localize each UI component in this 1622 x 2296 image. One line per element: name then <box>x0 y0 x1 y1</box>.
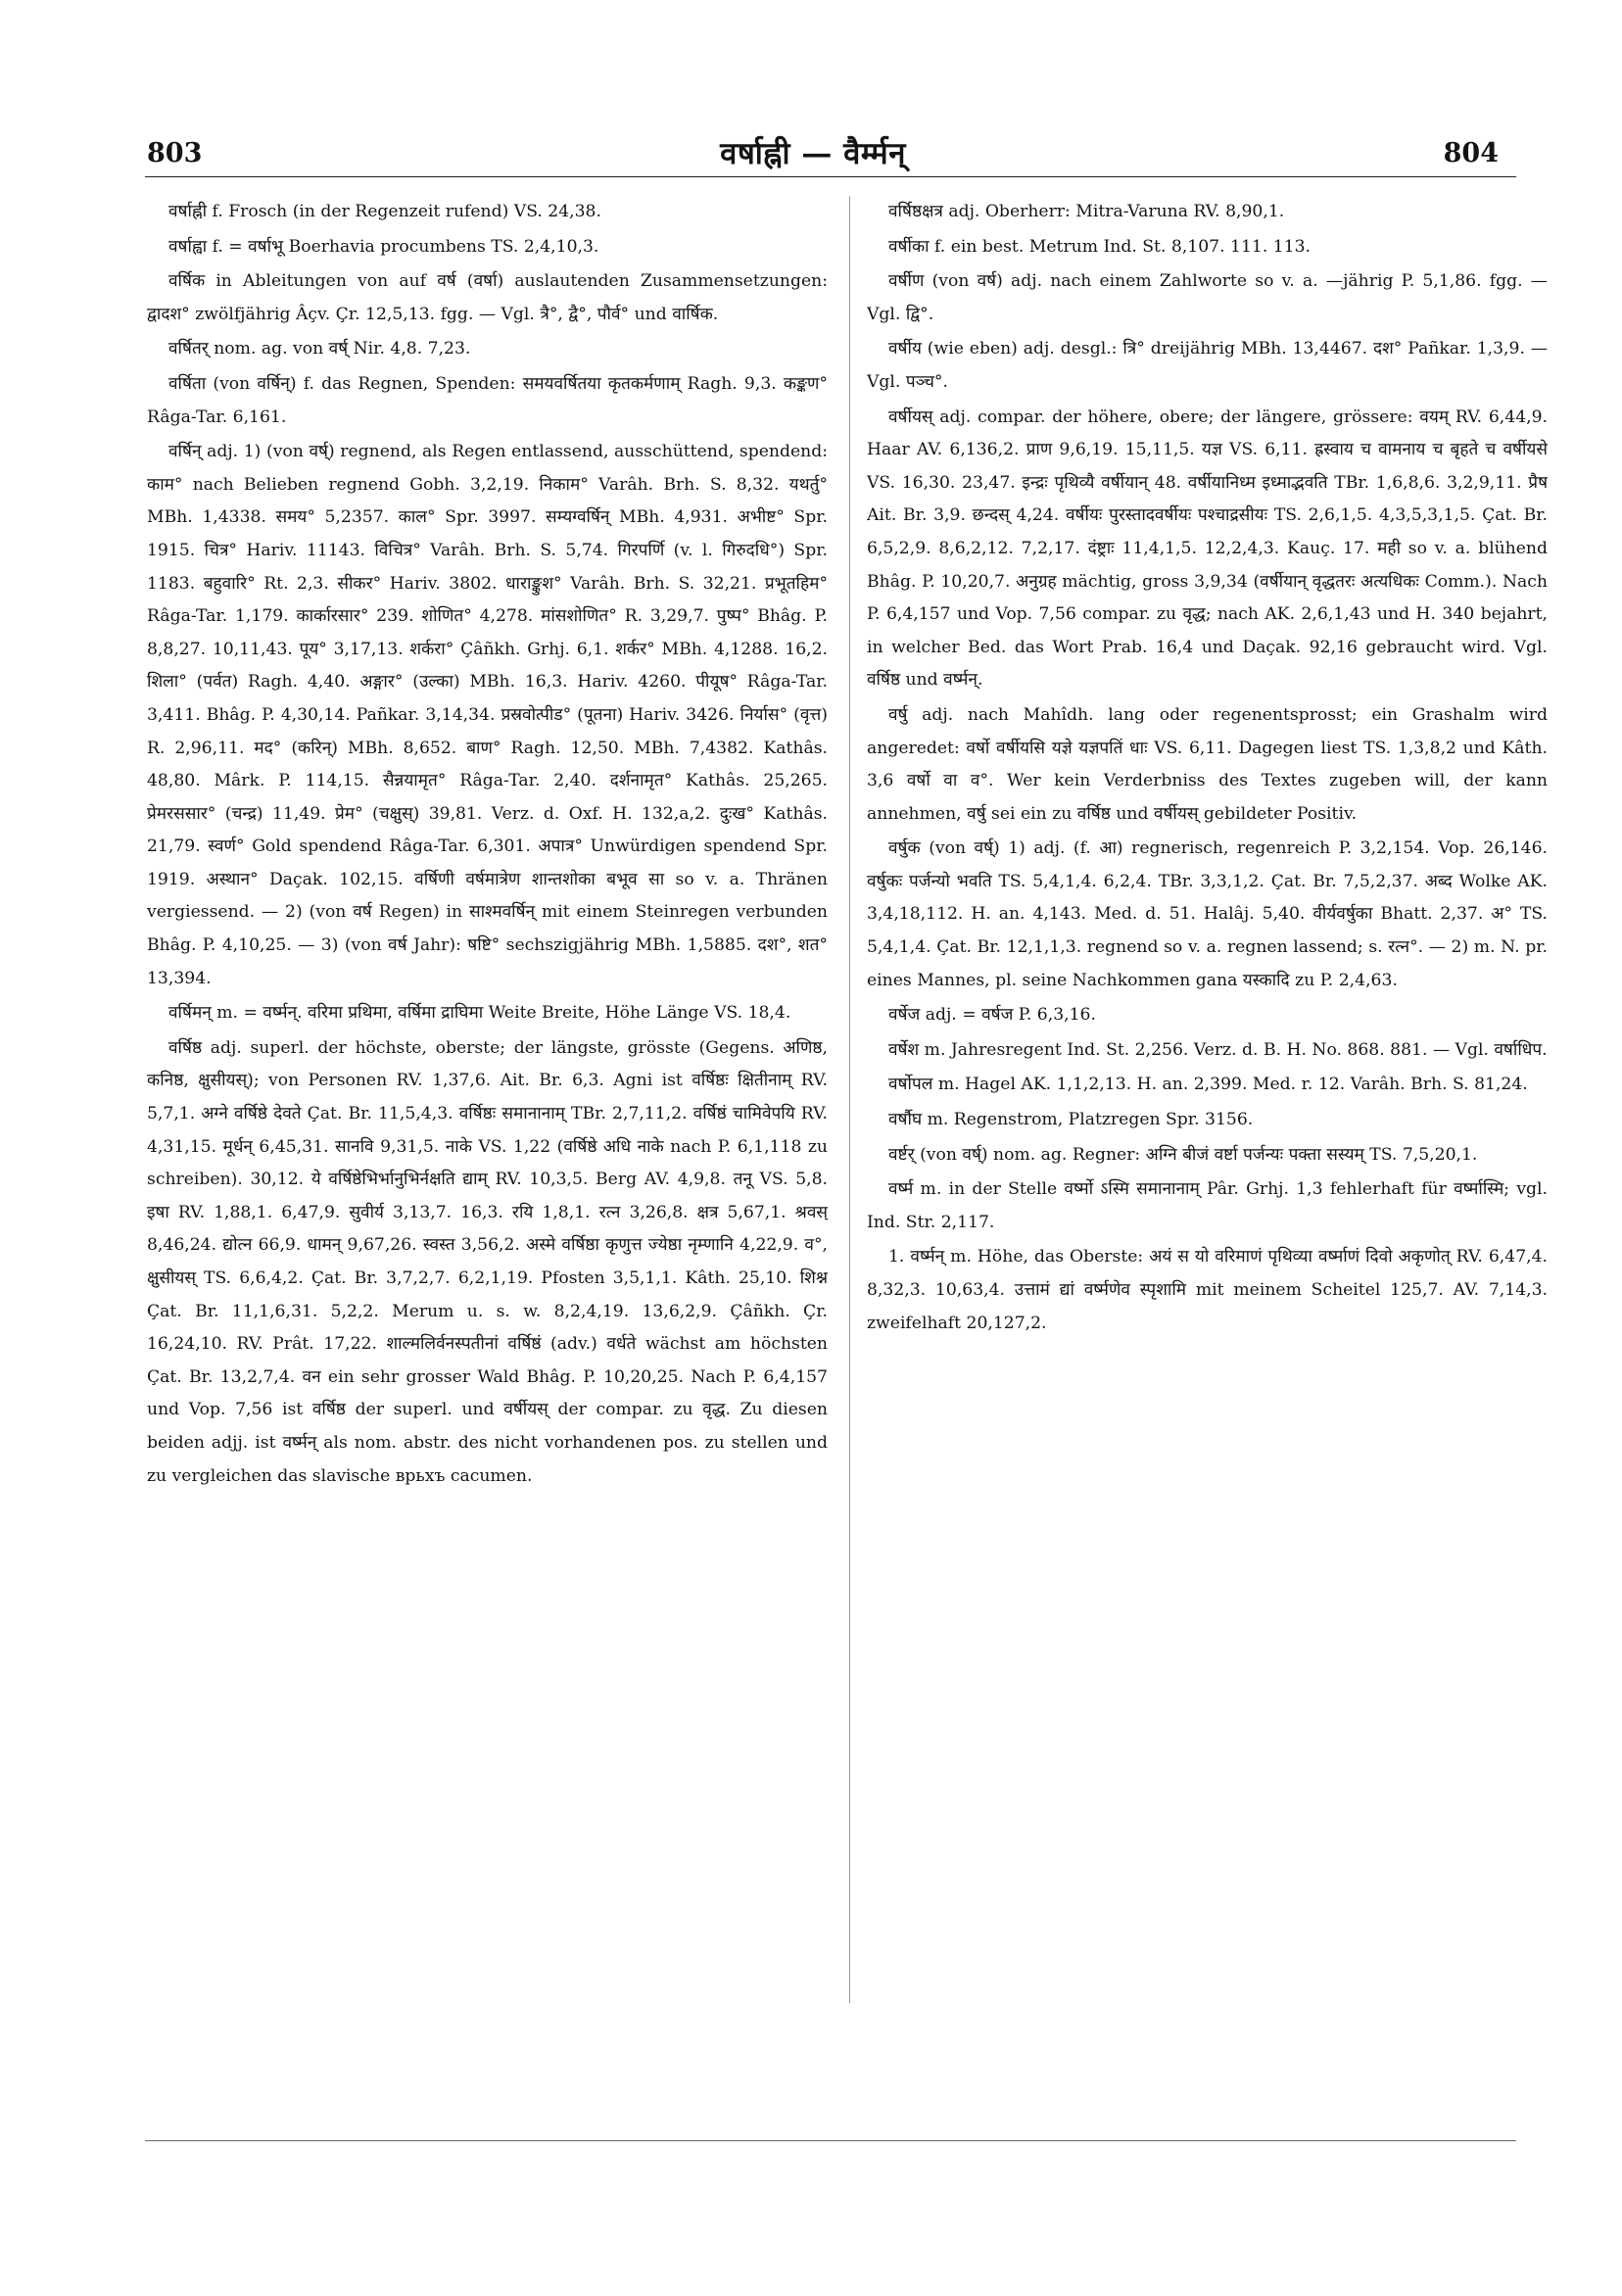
dictionary-entry: वर्षितर् nom. ag. von वर्ष् Nir. 4,8. 7,23. <box>168 339 471 359</box>
dictionary-entry: वर्षेश m. Jahresregent Ind. St. 2,256. Verz. d. B. H. No. 868. 881. — Vgl. वर्षाधिप. <box>888 1039 1548 1060</box>
dictionary-entry: वर्षीयस् adj. compar. der höhere, obere; der längere, grössere: वयम् RV. 6,44,9. Haar AV. 6,136,2. प्राण 9,6,19. 15,11,5. यज्ञ VS. 6,11. ह्रस्वाय च वामनाय च बृहते च वर्षीयसे VS. 16,30. 23,47. इन्द्रः पृथिव्यै वर्षीयान् 48. वर्षीयानिध्म इध्माद्भवति TBr. 1,6,8,6. 3,2,9,11. प्रैष Ait. Br. 3,9. छन्दस् 4,24. वर्षीयः पुरस्तादवर्षीयः पश्चाद्रसीयः TS. 2,6,1,5. 4,3,5,3,1,5. Çat. Br. 6,5,2,9. 8,6,2,12. 7,2,17. दंष्ट्राः 11,4,1,5. 12,2,4,3. Kauç. 17. मही so v. a. blühend Bhâg. P. 10,20,7. अनुग्रह mächtig, gross 3,9,34 (वर्षीयान् वृद्धतरः अत्यधिकः Comm.). Nach P. 6,4,157 und Vop. 7,56 compar. zu वृद्ध; nach AK. 2,6,1,43 und H. 340 bejahrt, in welcher Bed. das Wort Prab. 16,4 und Daçak. 92,16 gebraucht wird. Vgl. वर्षिष्ठ und वर्ष्मन्. <box>867 407 1548 691</box>
dictionary-entry: वर्षुक (von वर्ष्) 1) adj. (f. आ) regnerisch, regenreich P. 3,2,154. Vop. 26,146. वर्षुकः पर्जन्यो भवति TS. 5,4,1,4. 6,2,4. TBr. 3,3,1,2. Çat. Br. 7,5,2,37. अब्द Wolke AK. 3,4,18,112. H. an. 4,143. Med. d. 51. Halâj. 5,40. वीर्यवर्षुका Bhatt. 2,37. अ° TS. 5,4,1,4. Çat. Br. 12,1,1,3. regnend so v. a. regnen lassend; s. रत्न°. — 2) m. N. pr. eines Mannes, pl. seine Nachkommen gana यस्कादि zu P. 2,4,63. <box>867 838 1548 990</box>
dictionary-entry: वर्षेज adj. = वर्षज P. 6,3,16. <box>888 1005 1096 1026</box>
dictionary-entry: वर्षीका f. ein best. Metrum Ind. St. 8,107. 111. 113. <box>888 236 1312 257</box>
dictionary-entry: वर्षिन् adj. 1) (von वर्ष्) regnend, als Regen entlassend, ausschüttend, spendend: काम° nach Belieben regnend Gobh. 3,2,19. निकाम° Varâh. Brh. S. 8,32. यथर्तु° MBh. 1,4338. समय° 5,2357. काल° Spr. 3997. सम्यग्वर्षिन् MBh. 4,931. अभीष्ट° Spr. 1915. चित्र° Hariv. 11143. विचित्र° Varâh. Brh. S. 5,74. गिरपर्णि (v. l. गिरुदधि°) Spr. 1183. बहुवारि° Rt. 2,3. सीकर° Hariv. 3802. धाराङ्कुश° Varâh. Brh. S. 32,21. प्रभूतहिम° Râga-Tar. 1,179. कार्कारसार° 239. शोणित° 4,278. मांसशोणित° R. 3,29,7. पुष्प° Bhâg. P. 8,8,27. 10,11,43. पूय° 3,17,13. शर्करा° Çâñkh. Grhj. 6,1. शर्कर° MBh. 4,1288. 16,2. शिला° (पर्वत) Ragh. 4,40. अङ्गार° (उल्का) MBh. 16,3. Hariv. 4260. पीयूष° Râga-Tar. 3,411. Bhâg. P. 4,30,14. Pañkar. 3,14,34. प्रस्रवोत्पीड° (पूतना) Hariv. 3426. निर्यास° (वृत्त) R. 2,96,11. मद° (करिन्) MBh. 8,652. बाण° Ragh. 12,50. MBh. 7,4382. Kathâs. 48,80. Mârk. P. 114,15. सैन्नयामृत° Râga-Tar. 2,40. दर्शनामृत° Kathâs. 25,265. प्रेमरससार° (चन्द्र) 11,49. प्रेम° (चक्षुस्) 39,81. Verz. d. Oxf. H. 132,a,2. दुःख° Kathâs. 21,79. स्वर्ण° Gold spendend Râga-Tar. 6,301. अपात्र° Unwürdigen spendend Spr. 1919. अस्थान° Daçak. 102,15. वर्षिणी वर्षमात्रेण शान्तशोका बभूव सा so v. a. Thränen vergiessend. — 2) (von वर्ष Regen) in साश्मवर्षिन् mit einem Steinregen verbunden Bhâg. P. 4,10,25. — 3) (von वर्ष Jahr): षष्टि° sechszigjährig MBh. 1,5885. दश°, शत° 13,394. <box>147 442 828 988</box>
column-divider <box>849 196 850 2003</box>
dictionary-entry: वर्ष्टर् (von वर्ष्) nom. ag. Regner: अग्नि बीजं वर्ष्टा पर्जन्यः पक्ता सस्यम् TS. 7,5,20,1. <box>888 1144 1478 1165</box>
dictionary-entry: वर्षीय (wie eben) adj. desgl.: त्रि° dreijährig MBh. 13,4467. दश° Pañkar. 1,3,9. — Vgl. पञ्च°. <box>867 339 1548 392</box>
left-page-number: 803 <box>147 138 203 168</box>
dictionary-entry: वर्षिष्ठ adj. superl. der höchste, oberste; der längste, grösste (Gegens. अणिष्ठ, कनिष्ठ, क्षुसीयस्); von Personen RV. 1,37,6. Ait. Br. 6,3. Agni ist वर्षिष्ठः क्षितीनाम् RV. 5,7,1. अग्ने वर्षिष्ठे देवते Çat. Br. 11,5,4,3. वर्षिष्ठः समानानाम् TBr. 2,7,11,2. वर्षिष्ठं चामिवेपयि RV. 4,31,15. मूर्धन् 6,45,31. सानवि 9,31,5. नाके VS. 1,22 (वर्षिष्ठे अधि नाके nach P. 6,1,118 zu schreiben). 30,12. ये वर्षिष्ठेभिर्भानुभिर्नक्षति द्याम् RV. 10,3,5. Berg AV. 4,9,8. तनू VS. 5,8. इषा RV. 1,88,1. 6,47,9. सुवीर्य 3,13,7. 16,3. रयि 1,8,1. रत्न 3,26,8. क्षत्र 5,67,1. श्रवस् 8,46,24. द्योत्न 66,9. धामन् 9,67,26. स्वस्त 3,56,2. अस्मे वर्षिष्ठा कृणुत्त ज्येष्ठा नृम्णानि 4,22,9. व°, क्षुसीयस् TS. 6,6,4,2. Çat. Br. 3,7,2,7. 6,2,1,19. Pfosten 3,5,1,1. Kâth. 25,10. शिश्न Çat. Br. 11,1,6,31. 5,2,2. Merum u. s. w. 8,2,4,19. 13,6,2,9. Çâñkh. Çr. 16,24,10. RV. Prât. 17,22. शाल्मलिर्वनस्पतीनां वर्षिष्ठं (adv.) वर्धते wächst am höchsten Çat. Br. 13,2,7,4. वन ein sehr grosser Wald Bhâg. P. 10,20,25. Nach P. 6,4,157 und Vop. 7,56 ist वर्षिष्ठ der superl. und वर्षीयस् der compar. zu वृद्ध. Zu diesen beiden adjj. ist वर्ष्मन् als nom. abstr. des nicht vorhandenen pos. zu stellen und zu vergleichen das slavische врьхъ cacumen. <box>147 1037 828 1486</box>
dictionary-entry: वर्षोपल m. Hagel AK. 1,1,2,13. H. an. 2,399. Med. r. 12. Varâh. Brh. S. 81,24. <box>888 1075 1528 1095</box>
dictionary-entry: वर्षाह्वा f. = वर्षाभू Boerhavia procumbens TS. 2,4,10,3. <box>168 236 599 257</box>
dictionary-entry: वर्षिक in Ableitungen von auf वर्ष (वर्षा) auslautenden Zusammensetzungen: द्वादश° zwölfjährig Âçv. Çr. 12,5,13. fgg. — Vgl. त्रै°, द्वै°, पौर्व° und वार्षिक. <box>147 271 828 324</box>
header-rule <box>145 176 1516 177</box>
dictionary-entry: वर्षाह्नी f. Frosch (in der Regenzeit rufend) VS. 24,38. <box>168 202 601 221</box>
page-header <box>127 132 1499 191</box>
dictionary-entry: वर्षिता (von वर्षिन्) f. das Regnen, Spenden: समयवर्षितया कृतकर्मणाम् Ragh. 9,3. कङ्कण° Râga-Tar. 6,161. <box>147 373 828 427</box>
dictionary-entry: वर्ष्म m. in der Stelle वर्ष्मो ऽस्मि समानानाम् Pâr. Grhj. 1,3 fehlerhaft für वर्ष्मास्मि; vgl. Ind. Str. 2,117. <box>867 1179 1548 1232</box>
dictionary-entry: वर्षौघ m. Regenstrom, Platzregen Spr. 3156. <box>888 1110 1254 1130</box>
dictionary-entry: वर्षीण (von वर्ष) adj. nach einem Zahlworte so v. a. —jährig P. 5,1,86. fgg. — Vgl. द्वि°. <box>867 271 1548 324</box>
dictionary-entry: वर्षु adj. nach Mahîdh. lang oder regenentsprosst; ein Grashalm wird angeredet: वर्षो वर्षीयसि यज्ञे यज्ञपतिं धाः VS. 6,11. Dagegen liest TS. 1,3,8,2 und Kâth. 3,6 वर्षो वा व°. Wer kein Verderbniss des Textes zugeben will, der kann annehmen, वर्षु sei ein zu वर्षिष्ठ und वर्षीयस् gebildeter Positiv. <box>867 704 1548 824</box>
dictionary-entry: वर्षिष्ठक्षत्र adj. Oberherr: Mitra-Varuna RV. 8,90,1. <box>888 202 1285 221</box>
right-column <box>867 196 1548 2002</box>
left-column <box>147 196 828 2002</box>
dictionary-entry: वर्षिमन् m. = वर्ष्मन्. वरिमा प्रथिमा, वर्षिमा द्राघिमा Weite Breite, Höhe Länge VS. 18,4. <box>168 1003 791 1024</box>
dictionary-entry: 1. वर्ष्मन् m. Höhe, das Oberste: अयं स यो वरिमाणं पृथिव्या वर्ष्माणं दिवो अकृणोत् RV. 6,47,4. 8,32,3. 10,63,4. उत्तामं द्यां वर्ष्मणेव स्पृशामि mit meinem Scheitel 125,7. AV. 7,14,3. zweifelhaft 20,127,2. <box>867 1247 1548 1333</box>
right-page-number: 804 <box>1443 138 1499 168</box>
footer-rule <box>145 2140 1516 2141</box>
running-headword: वर्षाह्नी — वैर्म्मन् <box>720 136 906 171</box>
